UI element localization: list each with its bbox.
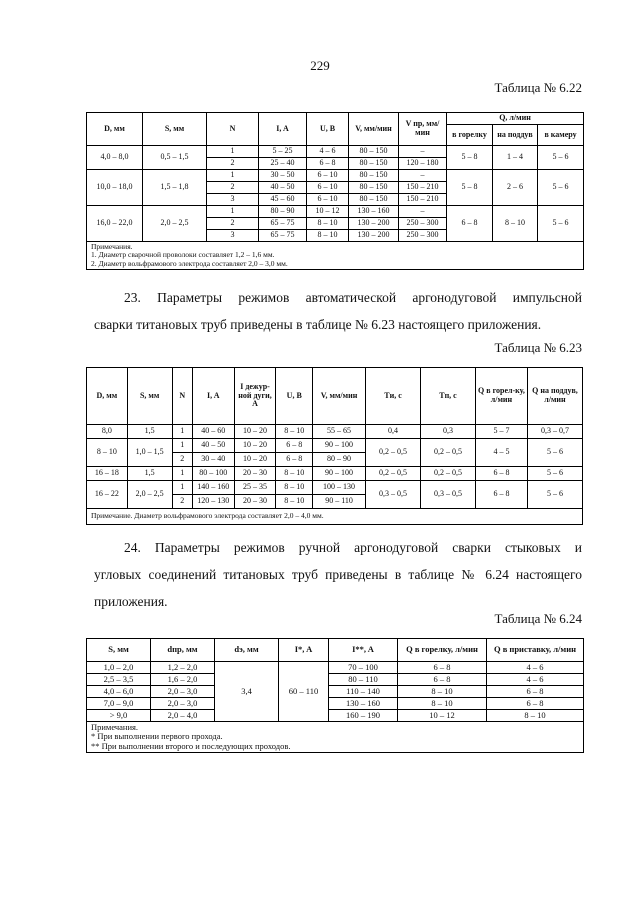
cell-q-torch: 5 – 8 [447,170,493,206]
cell-vpr: – [399,146,447,158]
cell-i-duty: 10 – 20 [234,425,276,439]
cell-u: 10 – 12 [307,206,349,218]
cell-q-torch: 8 – 10 [398,698,487,710]
cell-i2: 80 – 110 [329,674,398,686]
cell-i: 5 – 25 [259,146,307,158]
cell-n: 3 [207,194,259,206]
cell-n: 1 [172,481,192,495]
cell-q-backing: 0,3 – 0,7 [527,425,582,439]
paragraph-line: 24. Параметры режимов ручной аргонодуговой сварки стыковых и [124,540,582,555]
cell-i: 40 – 50 [259,182,307,194]
cell-ti: 0,2 – 0,5 [366,439,421,467]
header-q: Q, л/мин [447,113,584,125]
header-d: D, мм [87,368,128,425]
cell-v: 130 – 160 [349,206,399,218]
paragraph-line: сварки титановых труб приведены в таблице № 6.23 настоящего приложения. [94,317,542,332]
cell-n: 2 [172,453,192,467]
page-number: 229 [310,58,330,73]
cell-v: 80 – 150 [349,146,399,158]
cell-dpr: 2,0 – 4,0 [151,710,215,722]
cell-i: 65 – 75 [259,218,307,230]
cell-tp: 0,2 – 0,5 [421,439,476,467]
cell-u: 6 – 10 [307,182,349,194]
header-q-attach: Q в приставку, л/мин [487,639,584,662]
cell-u: 8 – 10 [307,230,349,242]
cell-q-torch: 6 – 8 [398,674,487,686]
cell-q-backing: 8 – 10 [493,206,538,242]
cell-v: 55 – 65 [313,425,366,439]
cell-s: 2,5 – 3,5 [87,674,151,686]
cell-n: 3 [207,230,259,242]
cell-ti: 0,4 [366,425,421,439]
table-row [87,146,584,158]
header-d: D, мм [87,113,143,146]
cell-i: 120 – 130 [192,495,234,509]
cell-u: 6 – 8 [276,439,313,453]
cell-q-chamber: 5 – 6 [538,206,584,242]
table-row [87,698,584,710]
paragraph-line: приложения. [94,594,168,609]
cell-i: 80 – 100 [192,467,234,481]
cell-i-duty: 25 – 35 [234,481,276,495]
note-line: Примечания. [91,722,139,732]
cell-q-attach: 4 – 6 [487,674,584,686]
note-line: Примечания. [91,242,133,251]
cell-d: 16,0 – 22,0 [87,206,143,242]
cell-q-backing: 5 – 6 [527,467,582,481]
table-row [87,674,584,686]
cell-d: 16 – 18 [87,467,128,481]
note-line: 1. Диаметр сварочной проволоки составляет 1,2 – 1,6 мм. [91,250,275,260]
note-line: 2. Диаметр вольфрамового электрода составляет 2,0 – 3,0 мм. [91,258,288,268]
header-i: I, A [259,113,307,146]
cell-v: 80 – 150 [349,194,399,206]
cell-u: 8 – 10 [307,218,349,230]
header-u: U, B [276,368,313,425]
cell-n: 2 [172,495,192,509]
cell-i: 65 – 75 [259,230,307,242]
table-row [87,481,583,495]
table-6-22-caption: Таблица № 6.22 [494,80,582,95]
table-6-23 [86,367,583,525]
cell-n: 1 [207,206,259,218]
cell-ti: 0,3 – 0,5 [366,481,421,509]
cell-q-attach: 6 – 8 [487,686,584,698]
cell-vpr: – [399,170,447,182]
cell-s: 1,0 – 2,0 [87,662,151,674]
cell-s: 2,0 – 2,5 [127,481,172,509]
table-row [87,439,583,453]
cell-v: 80 – 150 [349,170,399,182]
cell-s: 4,0 – 6,0 [87,686,151,698]
table-6-23-caption: Таблица № 6.23 [494,340,582,355]
cell-s: 1,5 – 1,8 [143,170,207,206]
cell-d: 16 – 22 [87,481,128,509]
cell-d: 8 – 10 [87,439,128,467]
header-q-backing: Q на поддув, л/мин [527,368,582,425]
header-vpr: V пр, мм/мин [399,113,447,146]
cell-s: 1,0 – 1,5 [127,439,172,467]
cell-i-duty: 10 – 20 [234,439,276,453]
cell-dpr: 1,2 – 2,0 [151,662,215,674]
cell-i: 45 – 60 [259,194,307,206]
header-s: S, мм [127,368,172,425]
cell-dpr: 2,0 – 3,0 [151,686,215,698]
table-row [87,467,583,481]
cell-tp: 0,3 [421,425,476,439]
header-v: V, мм/мин [349,113,399,146]
cell-i2: 130 – 160 [329,698,398,710]
cell-tp: 0,3 – 0,5 [421,481,476,509]
cell-vpr: 250 – 300 [399,230,447,242]
cell-q-chamber: 5 – 6 [538,146,584,170]
cell-i-duty: 20 – 30 [234,467,276,481]
cell-v: 80 – 90 [313,453,366,467]
cell-dpr: 1,6 – 2,0 [151,674,215,686]
cell-d: 4,0 – 8,0 [87,146,143,170]
note-line: * При выполнении первого прохода. [91,731,223,742]
cell-ti: 0,2 – 0,5 [366,467,421,481]
header-q-torch: Q в горелку, л/мин [398,639,487,662]
cell-q-backing: 5 – 6 [527,439,582,467]
header-q-chamber: в камеру [538,125,584,146]
cell-q-attach: 4 – 6 [487,662,584,674]
header-dpr: dпр, мм [151,639,215,662]
header-n: N [207,113,259,146]
cell-u: 4 – 6 [307,146,349,158]
table-row [87,425,583,439]
cell-i: 80 – 90 [259,206,307,218]
cell-s: 2,0 – 2,5 [143,206,207,242]
cell-q-torch: 6 – 8 [398,662,487,674]
cell-q-backing: 1 – 4 [493,146,538,170]
note-line: ** При выполнении второго и последующих проходов. [91,740,291,751]
header-ti: Tи, с [366,368,421,425]
cell-i2: 160 – 190 [329,710,398,722]
cell-i: 30 – 40 [192,453,234,467]
cell-i-duty: 20 – 30 [234,495,276,509]
cell-q-chamber: 5 – 6 [538,170,584,206]
header-q-backing: на поддув [493,125,538,146]
cell-i: 40 – 60 [192,425,234,439]
header-i1: I*, A [279,639,329,662]
cell-n: 1 [207,170,259,182]
table-row [87,662,584,674]
cell-vpr: 150 – 210 [399,182,447,194]
cell-s: 1,5 [127,467,172,481]
cell-q-torch: 10 – 12 [398,710,487,722]
cell-n: 2 [207,182,259,194]
cell-s: 0,5 – 1,5 [143,146,207,170]
table-6-24 [86,638,584,753]
cell-n: 1 [172,467,192,481]
cell-v: 90 – 100 [313,439,366,453]
cell-s: 7,0 – 9,0 [87,698,151,710]
table-6-24-notes [87,722,584,753]
header-s: S, мм [87,639,151,662]
cell-vpr: 150 – 210 [399,194,447,206]
header-i: I, A [192,368,234,425]
cell-i: 25 – 40 [259,158,307,170]
header-s: S, мм [143,113,207,146]
cell-v: 90 – 110 [313,495,366,509]
cell-d: 8,0 [87,425,128,439]
cell-q-torch: 6 – 8 [475,467,527,481]
table-6-24-caption: Таблица № 6.24 [494,611,582,626]
cell-i: 40 – 50 [192,439,234,453]
cell-q-torch: 8 – 10 [398,686,487,698]
cell-i1: 60 – 110 [279,662,329,722]
cell-u: 6 – 8 [307,158,349,170]
cell-q-attach: 6 – 8 [487,698,584,710]
table-6-22 [86,112,584,270]
cell-i-duty: 10 – 20 [234,453,276,467]
cell-v: 80 – 150 [349,158,399,170]
cell-u: 8 – 10 [276,481,313,495]
cell-q-backing: 5 – 6 [527,481,582,509]
cell-u: 8 – 10 [276,425,313,439]
table-row [87,710,584,722]
cell-u: 6 – 10 [307,194,349,206]
cell-u: 8 – 10 [276,495,313,509]
header-n: N [172,368,192,425]
cell-q-torch: 5 – 7 [475,425,527,439]
cell-d: 10,0 – 18,0 [87,170,143,206]
cell-de: 3,4 [215,662,279,722]
header-i-duty: I дежур-ной дуги, А [234,368,276,425]
header-q-torch: в горелку [447,125,493,146]
table-row [87,206,584,218]
header-de: dэ, мм [215,639,279,662]
cell-vpr: 120 – 180 [399,158,447,170]
cell-q-backing: 2 – 6 [493,170,538,206]
header-i2: I**, A [329,639,398,662]
cell-q-torch: 4 – 5 [475,439,527,467]
cell-vpr: 250 – 300 [399,218,447,230]
cell-q-torch: 6 – 8 [475,481,527,509]
table-6-23-note: Примечание. Диаметр вольфрамового электрода составляет 2,0 – 4,0 мм. [87,509,583,525]
cell-i2: 110 – 140 [329,686,398,698]
header-q-torch: Q в горел-ку, л/мин [475,368,527,425]
cell-dpr: 2,0 – 3,0 [151,698,215,710]
cell-q-torch: 5 – 8 [447,146,493,170]
cell-v: 130 – 200 [349,230,399,242]
cell-v: 80 – 150 [349,182,399,194]
cell-i: 140 – 160 [192,481,234,495]
paragraph-line: 23. Параметры режимов автоматической аргонодуговой импульсной [124,290,582,305]
cell-i: 30 – 50 [259,170,307,182]
cell-s: 1,5 [127,425,172,439]
cell-q-torch: 6 – 8 [447,206,493,242]
cell-v: 100 – 130 [313,481,366,495]
cell-u: 6 – 8 [276,453,313,467]
cell-i2: 70 – 100 [329,662,398,674]
header-tp: Tп, с [421,368,476,425]
cell-q-attach: 8 – 10 [487,710,584,722]
cell-tp: 0,2 – 0,5 [421,467,476,481]
cell-u: 8 – 10 [276,467,313,481]
table-6-22-notes [87,242,584,270]
cell-vpr: – [399,206,447,218]
cell-v: 130 – 200 [349,218,399,230]
cell-s: > 9,0 [87,710,151,722]
cell-u: 6 – 10 [307,170,349,182]
paragraph-line: угловых соединений титановых труб приведены в таблице № 6.24 настоящего [94,567,582,582]
header-v: V, мм/мин [313,368,366,425]
paragraph-23 [94,284,582,338]
table-row [87,170,584,182]
cell-v: 90 – 100 [313,467,366,481]
cell-n: 1 [207,146,259,158]
paragraph-24 [94,534,582,615]
header-u: U, B [307,113,349,146]
cell-n: 2 [207,158,259,170]
cell-n: 1 [172,425,192,439]
cell-n: 2 [207,218,259,230]
cell-n: 1 [172,439,192,453]
table-row [87,686,584,698]
